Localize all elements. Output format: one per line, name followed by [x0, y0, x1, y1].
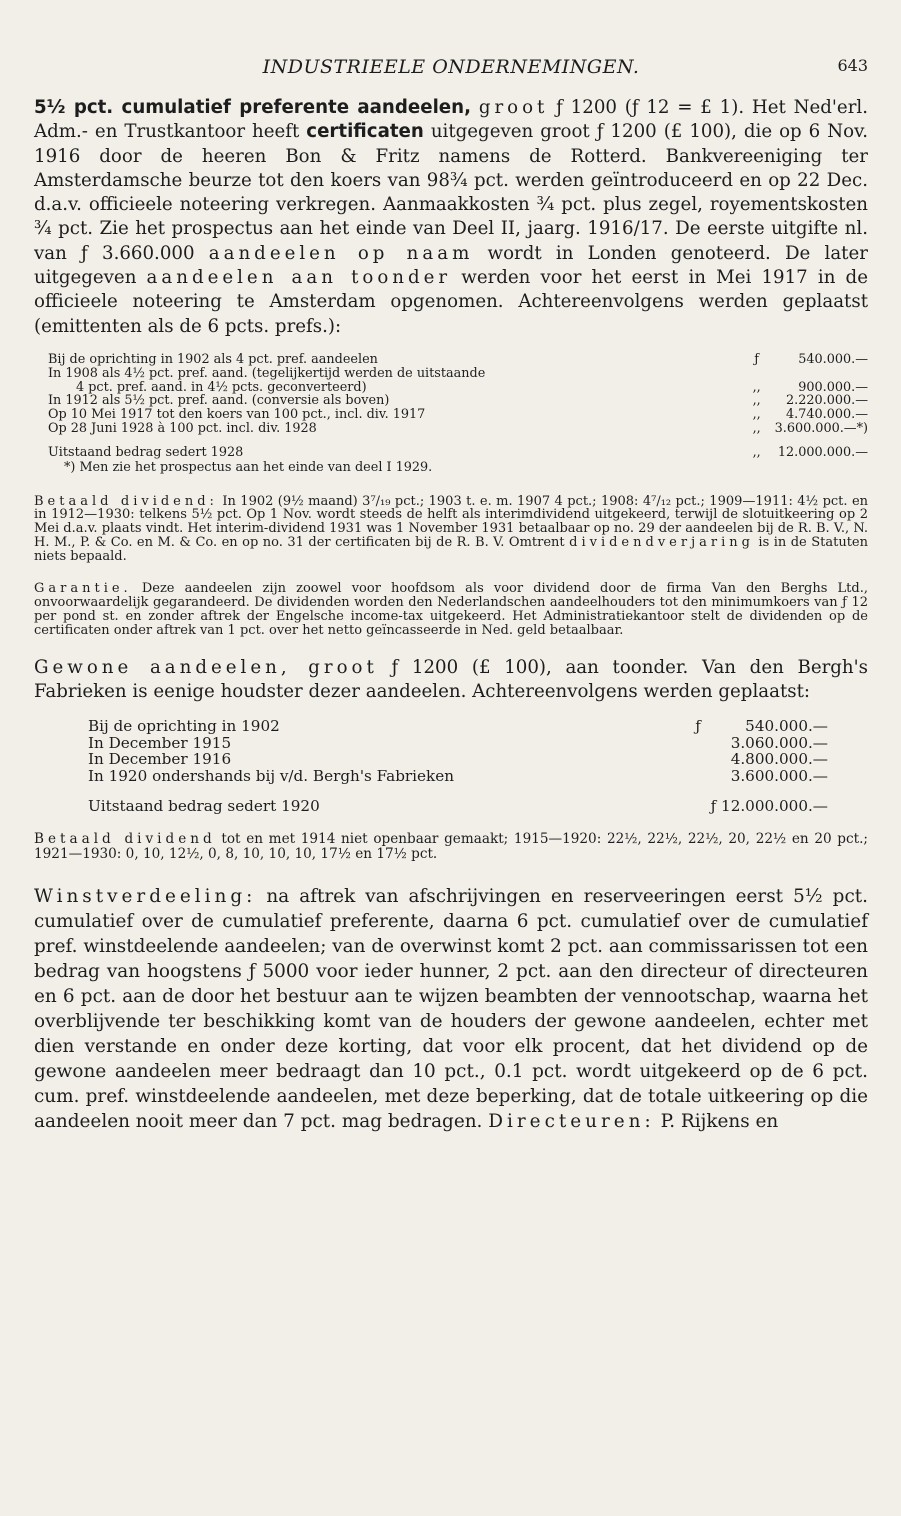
page-title: INDUSTRIEELE ONDERNEMINGEN. — [262, 56, 640, 78]
ordinary-shares-paragraph — [34, 656, 868, 705]
spaced-label: Winstverdeeling: — [34, 885, 257, 907]
document-page — [34, 56, 868, 1134]
row-label: In 1912 als 5½ pct. pref. aand. (conversie als boven) — [48, 393, 390, 409]
amount — [764, 367, 868, 381]
amount: 900.000.— — [798, 379, 868, 395]
spaced-label: Directeuren: — [488, 1110, 655, 1132]
currency: ƒ — [754, 351, 760, 367]
total-row — [48, 436, 868, 460]
currency: ,, — [752, 407, 761, 423]
row-label: In 1920 ondershands bij v/d. Bergh's Fabrieken — [88, 766, 454, 785]
table-row — [88, 768, 828, 784]
spaced-text: groot — [478, 97, 549, 118]
body-text: tot en met 1914 niet openbaar gemaakt; 1915—1920: 22½, 22½, 22½, 20, 22½ en 20 pct.; 1921—1930: 0, 10, 12½, 0, 8, 10, 10, 10, 17½ en 17½ pct. — [34, 831, 868, 863]
body-text: Deze aandeelen zijn zoowel voor hoofdsom als voor dividend door de firma Van den Berghs Ltd., onvoorwaardelijk gegarandeerd. De dividenden worden den Nederlandschen aandeelhouders tot den minimumkoers van ƒ 12 per pond st. en zonder aftrek der Engelsche income-tax uitgekeerd. Het Administratiekantoor stelt de dividenden op de certificaten onder aftrek van 1 pct. over het netto geïncasseerde in Ned. geld betaalbaar. — [34, 581, 868, 638]
amount: 3.600.000.— — [730, 766, 828, 785]
table-row — [48, 408, 868, 422]
row-label: Bij de oprichting in 1902 als 4 pct. pref. aandeelen — [48, 351, 378, 367]
total-amount: ƒ 12.000.000.— — [710, 796, 828, 815]
total-label: Uitstaand bedrag sedert 1928 — [48, 444, 244, 460]
currency: ,, — [752, 379, 761, 395]
spaced-text: aandeelen aan toonder — [146, 267, 452, 289]
amount: 3.600.000.—*) — [774, 420, 868, 436]
row-label: In December 1916 — [88, 750, 232, 769]
spaced-label: Gewone aandeelen, groot — [34, 656, 378, 678]
currency: ƒ — [695, 717, 701, 736]
running-head — [34, 56, 868, 96]
preferred-shares-section — [34, 96, 868, 339]
row-label: Op 28 Juni 1928 à 100 pct. incl. div. 1928 — [48, 420, 317, 436]
dividend-paragraph-2 — [34, 832, 868, 862]
currency — [688, 751, 708, 767]
spaced-text: aandeelen op naam — [208, 242, 474, 264]
row-label: 4 pct. pref. aand. in 4½ pcts. geconverteerd) — [76, 379, 367, 395]
currency: ,, — [752, 393, 761, 409]
section-heading: 5½ pct. cumulatief preferente aandeelen, — [34, 97, 472, 118]
body-text: ƒ 1200 (£ 100), aan toonder. Van den Bergh's Fabrieken is eenige houdster dezer aandeelen. Achtereenvolgens werden geplaatst: — [34, 656, 868, 702]
issues-table-2 — [88, 718, 828, 814]
table-row — [48, 367, 868, 381]
row-label: Bij de oprichting in 1902 — [88, 717, 280, 736]
row-label: In 1908 als 4½ pct. pref. aand. (tegelijkertijd werden de uitstaande — [48, 365, 486, 381]
page-number: 643 — [837, 56, 868, 75]
currency — [688, 735, 708, 751]
amount: 540.000.— — [745, 717, 828, 736]
table-row — [88, 735, 828, 751]
bold-term: certificaten — [306, 121, 424, 143]
spaced-label: Betaald dividend: — [34, 493, 218, 509]
table-row — [48, 422, 868, 436]
table-row — [48, 353, 868, 367]
body-text: uitgegeven groot ƒ 1200 (£ 100), die op 6 Nov. 1916 door de heeren Bon & Fritz namens de Rotterd. Bankvereeniging ter Amsterdamsche beurze tot den koers van 98¾ pct. werden geïntroduceerd en op 22 Dec. d.a.v. officieele noteering verkregen. Aanmaakkosten ¾ pct. plus zegel, royementskosten ¾ pct. Zie het prospectus aan het einde van Deel II, jaarg. 1916/17. De eerste uitgifte nl. van ƒ 3.660.000 — [34, 121, 868, 264]
dividend-paragraph — [34, 495, 868, 565]
amount: 2.220.000.— — [786, 393, 868, 409]
currency — [749, 367, 765, 381]
body-text: ƒ 1200 (ƒ 12 = £ 1). Het Ned'erl. Adm.- en Trustkantoor heeft — [34, 97, 868, 143]
body-text: In 1902 (9½ maand) 3⁷/₁₉ pct.; 1903 t. e. m. 1907 4 pct.; 1908: 4⁷/₁₂ pct.; 1909—1911: 4½ pct. en in 1912—1930: telkens 5½ pct. Op 1 Nov. wordt steeds de helft als interimdividend uitgekeerd, terwijl de slotuitkeering op 2 Mei d.a.v. plaats vindt. Het interim-dividend 1931 was 1 November 1931 betaalbaar op no. 29 der aandeelen bij de R. B. V., N. H. M., P. & Co. en M. & Co. en op no. 31 der certificaten bij de R. B. V. Omtrent — [34, 493, 869, 551]
body-text: werden voor het eerst in Mei 1917 in de officieele noteering te Amsterdam opgenomen. Achtereenvolgens werden geplaatst (emittenten als de 6 pcts. prefs.): — [34, 267, 868, 337]
currency: ,, — [752, 444, 761, 460]
amount: 540.000.— — [798, 351, 868, 367]
currency — [688, 768, 708, 784]
total-label: Uitstaand bedrag sedert 1920 — [88, 796, 320, 815]
spaced-label: Garantie. — [34, 581, 132, 597]
footnote: *) Men zie het prospectus aan het einde van deel I 1929. — [64, 459, 433, 475]
body-text: is in de Statuten niets bepaald. — [34, 535, 868, 565]
guarantee-paragraph — [34, 582, 868, 638]
currency — [688, 784, 708, 814]
currency: ,, — [752, 420, 761, 436]
table-row — [48, 381, 868, 395]
profit-distribution-paragraph — [34, 884, 868, 1134]
body-text: P. Rijkens en — [660, 1110, 779, 1132]
row-label: Op 10 Mei 1917 tot den koers van 100 pct., incl. div. 1917 — [48, 407, 426, 423]
total-row — [88, 784, 828, 814]
spaced-label: Betaald dividend — [34, 831, 216, 848]
row-label: In December 1915 — [88, 733, 232, 752]
amount: 3.060.000.— — [730, 733, 828, 752]
issues-table — [48, 353, 868, 460]
body-text: wordt in Londen genoteerd. De later uitgegeven — [34, 242, 868, 289]
table-row — [88, 751, 828, 767]
amount: 4.800.000.— — [730, 750, 828, 769]
amount: 4.740.000.— — [786, 407, 868, 423]
spaced-text: dividendverjaring — [569, 535, 754, 551]
table-row — [48, 394, 868, 408]
body-text: na aftrek van afschrijvingen en reserveeringen eerst 5½ pct. cumulatief over de cumulatief preferente, daarna 6 pct. cumulatief over de cumulatief pref. winstdeelende aandeelen; van de overwinst komt 2 pct. aan commissarissen tot een bedrag van hoogstens ƒ 5000 voor ieder hunner, 2 pct. aan den directeur of directeuren en 6 pct. aan de door het bestuur aan te wijzen beambten der vennootschap, waarna het overblijvende ter beschikking komt van de houders der gewone aandeelen, echter met dien verstande en onder deze korting, dat voor elk procent, dat het dividend op de gewone aandeelen meer bedraagt dan 10 pct., 0.1 pct. wordt uitgekeerd op de 6 pct. cum. pref. winstdeelende aandeelen, met deze beperking, dat de totale uitkeering op die aandeelen nooit meer dan 7 pct. mag bedragen. — [34, 885, 868, 1132]
total-amount: 12.000.000.— — [777, 444, 868, 460]
table-row — [88, 718, 828, 734]
